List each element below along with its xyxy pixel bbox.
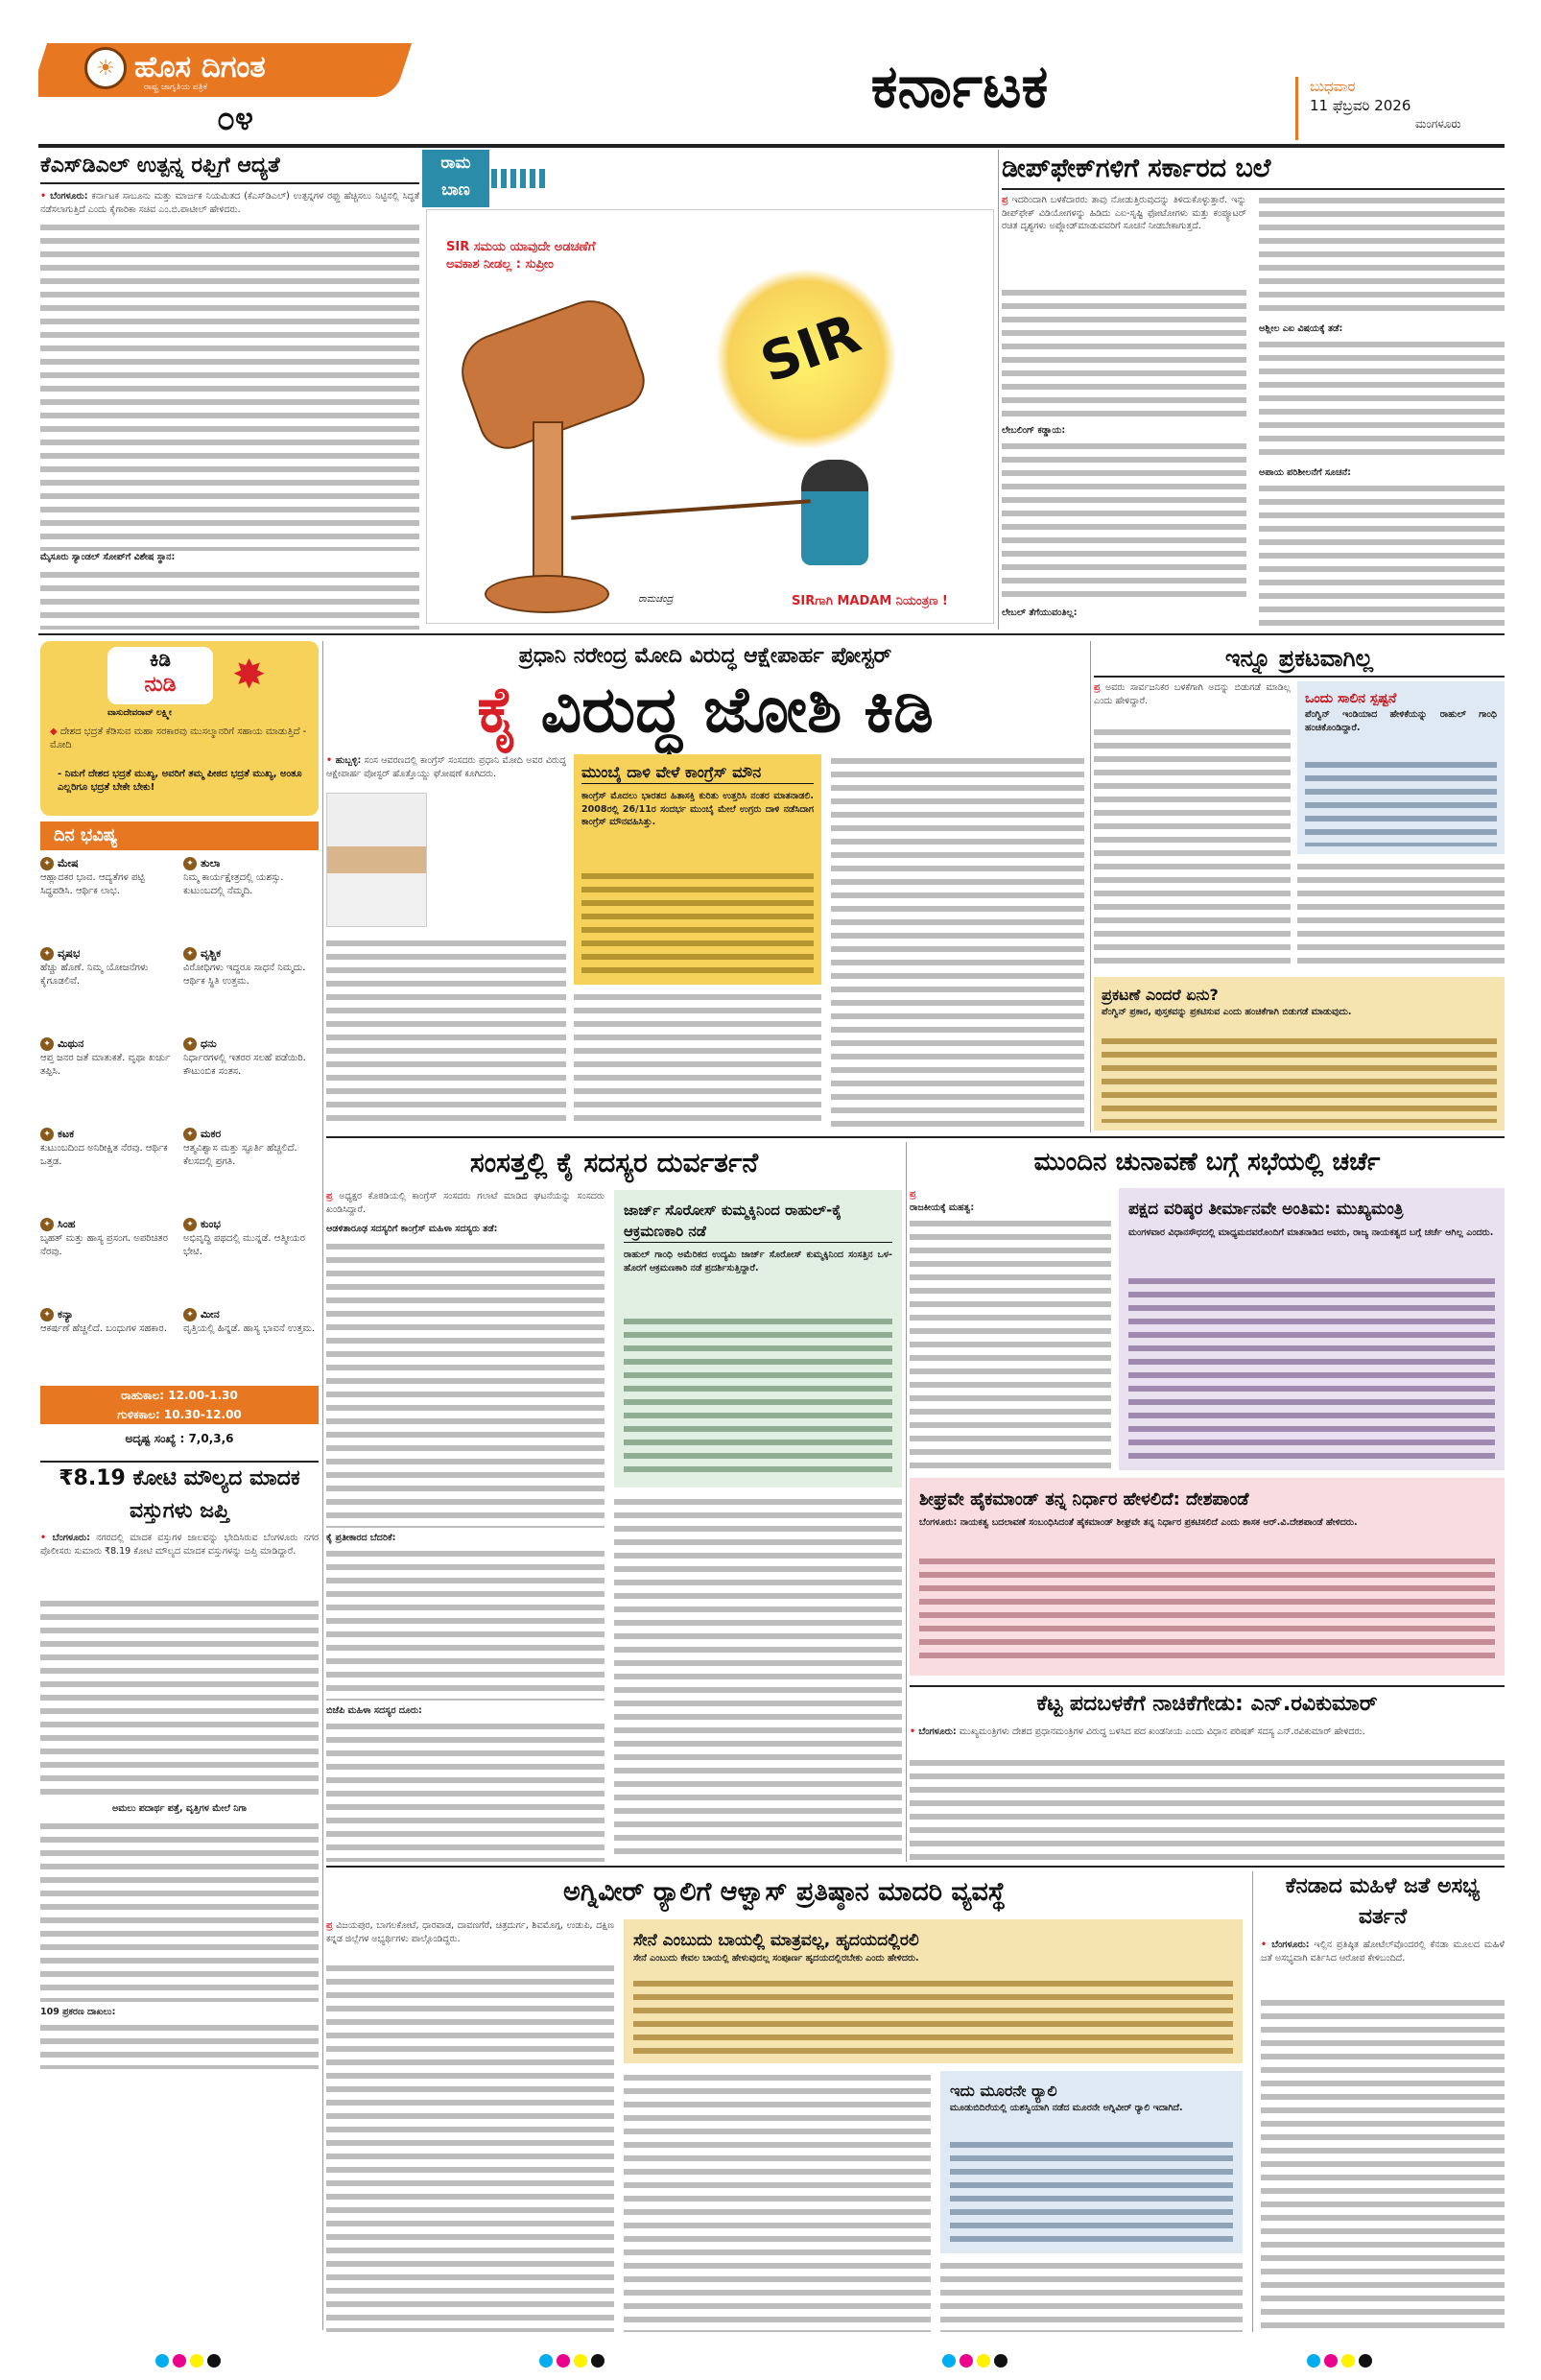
headline: ಕೆಎಸ್‌ಡಿಎಲ್ ಉತ್ಪನ್ನ ರಫ್ತಿಗೆ ಆದ್ಯತೆ <box>40 150 419 184</box>
sign-name: ಧನು <box>201 1037 217 1050</box>
byline: ವಾಸುದೇವರಾವ್ ಲಕ್ಷ್ಮೀ <box>107 708 172 718</box>
sign-text: ನಿಮ್ಮ ಕಾರ್ಯಕ್ಷೇತ್ರದಲ್ಲಿ ಯಶಸ್ಸು. ಕುಟುಂಬದಲ್ಲಿ ನೆಮ್ಮದಿ. <box>183 872 284 896</box>
lead-text: ಅಧ್ಯಕ್ಷರ ಕೊಠಡಿಯಲ್ಲಿ ಕಾಂಗ್ರೆಸ್ ಸಂಸದರು ಗಲಾಟೆ ಮಾಡಿದ ಘಟನೆಯನ್ನು ಸಂಸದರು ಖಂಡಿಸಿದ್ದಾರೆ. <box>326 1191 605 1215</box>
cartoon-caption: SIRಗಾಗಿ MADAM ನಿಯಂತ್ರಣ ! <box>792 594 948 608</box>
signs-grid <box>40 856 319 1397</box>
horoscope-title: ದಿನ ಭವಿಷ್ಯ <box>40 821 319 850</box>
article-drugs <box>40 1461 319 2324</box>
box-title: ಮುಂಬೈ ದಾಳಿ ವೇಳೆ ಕಾಂಗ್ರೆಸ್ ಮೌನ <box>581 762 814 784</box>
sub4: ಅಪಾಯ ಪರಿಶೀಲನೆಗೆ ಸೂಚನೆ: <box>1259 467 1351 478</box>
bullet-icon: ◆ <box>50 726 60 737</box>
sub-label <box>326 1532 605 1545</box>
kidi-label: ಕಿಡಿ <box>150 648 171 671</box>
horoscope-sign <box>40 1307 176 1397</box>
sign-text: ಆಪ್ತ ಜನರ ಜತೆ ಮಾತುಕತೆ. ವೃಥಾ ಖರ್ಚು ತಪ್ಪಿಸಿ. <box>40 1053 171 1077</box>
sub3: ಬಿಜೆಪಿ ಮಹಿಳಾ ಸದಸ್ಯರ ದೂರು: <box>326 1705 422 1716</box>
article-agniveer <box>326 1871 1243 2332</box>
registration-marks <box>154 2353 1401 2372</box>
headline: ಅಗ್ನಿವೀರ್ ರ‍್ಯಾಲಿಗೆ ಆಳ್ವಾಸ್ ಪ್ರತಿಷ್ಠಾನ ಮಾದರಿ ವ್ಯವಸ್ಥೆ <box>563 1877 1006 1907</box>
dateline: ಬೆಂಗಳೂರು: <box>1271 1940 1310 1950</box>
subhead2-text: 109 ಪ್ರಕರಣ ದಾಖಲು: <box>40 2007 116 2017</box>
article-mundina <box>910 1142 1505 1679</box>
article-innu <box>1094 641 1505 1132</box>
headline: ಕೆಟ್ಟ ಪದಬಳಕೆಗೆ ನಾಚಿಕೆಗೇಡು: ಎನ್.ರವಿಕುಮಾರ್ <box>1036 1692 1378 1716</box>
sign-name: ವೃಷಭ <box>58 947 81 960</box>
box-text: ಮೂಡುಬಿದಿರೆಯಲ್ಲಿ ಯಶಸ್ವಿಯಾಗಿ ನಡೆದ ಮೂರನೇ ಅಗ್ನಿವೀರ್ ರ‍್ಯಾಲಿ ಇದಾಗಿದೆ. <box>950 2103 1183 2113</box>
horoscope-sign <box>40 946 176 1036</box>
army-box <box>624 1919 1243 2063</box>
sub-label <box>1002 607 1246 620</box>
headline: ಮುಂದಿನ ಚುನಾವಣೆ ಬಗ್ಗೆ ಸಭೆಯಲ್ಲಿ ಚರ್ಚೆ <box>1033 1148 1381 1177</box>
box-text: ರಾಹುಲ್ ಗಾಂಧಿ ಅಮೆರಿಕದ ಉದ್ಯಮಿ ಜಾರ್ಜ್ ಸೊರೋಸ್ ಕುಮ್ಮಕ್ಕಿನಿಂದ ಸಂಸತ್ತಿನ ಒಳ-ಹೊರಗೆ ಆಕ್ರಮಣಕಾರಿ ನಡೆ ಪ್ರದರ್ಶಿಸುತ್ತಿದ್ದಾರೆ. <box>624 1250 892 1273</box>
sign-name: ಮೇಷ <box>58 857 79 869</box>
headline-black: ವಿರುದ್ಧ ಜೋಶಿ ಕಿಡಿ <box>540 673 934 747</box>
response: - ನಿಮಗೆ ದೇಶದ ಭದ್ರತೆ ಮುಖ್ಯ, ಅವರಿಗೆ ತಮ್ಮ ಪೀಠದ ಭದ್ರತೆ ಮುಖ್ಯ, ಅಂತೂ ಎಲ್ಲರಿಗೂ ಭದ್ರತೆ ಬೇಕೇ ಬೇಕು! <box>58 769 302 793</box>
dateline: ಪ್ರ <box>326 1920 333 1931</box>
box-title: ಇದು ಮೂರನೇ ರ‍್ಯಾಲಿ <box>950 2082 1057 2100</box>
logo-text: ಹೊಸ ದಿಗಂತ <box>134 50 266 84</box>
dateline: ಬೆಂಗಳೂರು: <box>918 1726 957 1737</box>
horoscope-sign <box>40 1036 176 1127</box>
article-katta <box>910 1685 1505 1862</box>
sign-name: ತುಲಾ <box>201 857 221 869</box>
sign-text: ಆಕರ್ಷಣೆ ಹೆಚ್ಚಲಿದೆ. ಬಂಧುಗಳ ಸಹಕಾರ. <box>40 1323 167 1334</box>
subhead <box>40 2006 319 2019</box>
rahukala-label: ರಾಹುಕಾಲ: <box>121 1389 165 1402</box>
box-text: ಪೆಂಗ್ವಿನ್ ಇಂಡಿಯಾದ ಹೇಳಿಕೆಯನ್ನು ರಾಹುಲ್ ಗಾಂಧಿ ಹಂಚಿಕೊಂಡಿದ್ದಾರೆ. <box>1305 709 1497 733</box>
timings-box <box>40 1386 319 1424</box>
column-rule <box>998 150 999 630</box>
zodiac-icon: ✦ <box>183 1037 197 1051</box>
zodiac-icon: ✦ <box>183 1308 197 1321</box>
sign-name: ಮಕರ <box>201 1128 222 1140</box>
nudi-label: ನುಡಿ <box>144 673 177 697</box>
bana-label: ಬಾಣ <box>441 180 470 200</box>
sign-text: ಬೃಹತ್ ಮತ್ತು ಹಾಸ್ಯ ಪ್ರಸಂಗ. ಅಪರಿಚಿತರ ನೆರವು. <box>40 1233 168 1257</box>
dateline: ಬೆಂಗಳೂರು: <box>52 1533 90 1543</box>
headline: ಡೀಪ್‌ಫೇಕ್‌ಗಳಿಗೆ ಸರ್ಕಾರದ ಬಲೆ <box>1002 150 1505 190</box>
sub-label <box>1002 424 1246 438</box>
lucky-label: ಅದೃಷ್ಟ ಸಂಖ್ಯೆ : <box>125 1432 185 1445</box>
cartoon-hammer-text: SIR <box>752 302 868 395</box>
arrow-decoration <box>491 169 549 188</box>
dateline: ಬೆಂಗಳೂರು: <box>50 191 88 202</box>
day: ಬುಧವಾರ <box>1310 78 1356 95</box>
gulika-value: 10.30-12.00 <box>163 1408 242 1421</box>
sign-text: ಆಹ್ಲಾದಕರ ಭಾವ. ಆದ್ಯತೆಗಳ ಪಟ್ಟಿ ಸಿದ್ಧಪಡಿಸಿ. ಆರ್ಥಿಕ ಲಾಭ. <box>40 872 145 896</box>
sign-text: ನಿರ್ಧಾರಗಳಲ್ಲಿ ಇತರರ ಸಲಹೆ ಪಡೆಯಿರಿ. ಕೌಟುಂಬಿಕ ಸಂತಸ. <box>183 1053 306 1077</box>
sign-text: ಹೆಚ್ಚು ಹೊಣೆ. ನಿಮ್ಮ ಯೋಜನೆಗಳು ಕೈಗೂಡಲಿವೆ. <box>40 963 149 987</box>
third-rally-box <box>940 2071 1243 2253</box>
horoscope-sign <box>183 1127 319 1217</box>
sub2: ಕೈ ಪ್ರತೀಕಾರದ ಬೆದರಿಕೆ: <box>326 1533 396 1543</box>
sign-text: ವೃತ್ತಿಯಲ್ಲಿ ಹಿನ್ನಡೆ. ಹಾಸ್ಯ ಭಾವನೆ ಉತ್ತಮ. <box>183 1323 316 1334</box>
kidi-header <box>107 647 213 704</box>
color-dots-mid <box>940 2353 1017 2368</box>
box-title: ಶೀಘ್ರವೇ ಹೈಕಮಾಂಡ್ ತನ್ನ ನಿರ್ಧಾರ ಹೇಳಲಿದೆ: ದೇಶಪಾಂಡೆ <box>919 1489 1249 1510</box>
sign-text: ಕುಟುಂಬದಿಂದ ಅನಿರೀಕ್ಷಿತ ನೆರವು. ಆರ್ಥಿಕ ಒತ್ತಡ. <box>40 1143 168 1167</box>
city: ಮಂಗಳೂರು <box>1415 117 1461 131</box>
kicker: ಪ್ರಧಾನಿ ನರೇಂದ್ರ ಮೋದಿ ವಿರುದ್ಧ ಆಕ್ಷೇಪಾರ್ಹ ಪೋಸ್ಟರ್ <box>518 644 892 668</box>
box-title: ಒಂದು ಸಾಲಿನ ಸ್ಪಷ್ಟನೆ <box>1305 691 1397 706</box>
lead <box>326 1190 605 1216</box>
sub2: ಲೇಬಲ್ ತೆಗೆಯುವಂತಿಲ್ಲ: <box>1002 607 1078 618</box>
zodiac-icon: ✦ <box>40 947 54 961</box>
logo-emblem-icon: ☀ <box>84 47 127 89</box>
deshpande-box <box>910 1478 1505 1676</box>
mumbai-box <box>574 754 821 985</box>
sign-name: ಸಿಂಹ <box>58 1218 76 1230</box>
headline <box>326 672 1084 749</box>
color-dots-left <box>154 2353 230 2368</box>
sign-name: ವೃಶ್ಚಿಕ <box>201 947 222 960</box>
zodiac-icon: ✦ <box>183 947 197 961</box>
lead <box>1094 681 1291 707</box>
box-text: ಕಾಂಗ್ರೆಸ್ ಮೊದಲು ಭಾರತದ ಹಿತಾಸಕ್ತಿ ಕುರಿತು ಉತ್ತರಿಸಿ ನಂತರ ಮಾತನಾಡಲಿ. 2008ರಲ್ಲಿ 26/11ರ ಸಂದರ್ಭ ಮುಂಬೈ ಮೇಲೆ ಉಗ್ರರು ದಾಳಿ ನಡೆಸಿದಾಗ ಕಾಂಗ್ರೆಸ್ ಮೌನವಹಿಸಿತ್ತು. <box>581 791 814 827</box>
horoscope <box>40 821 319 1455</box>
lead: • ಬೆಂಗಳೂರು: ಇಲ್ಲಿನ ಪ್ರತಿಷ್ಠಿತ ಹೋಟೆಲ್‌ವೊಂದರಲ್ಲಿ ಕೆನಡಾ ಮೂಲದ ಮಹಿಳೆ ಜತೆ ಅಸಭ್ಯವಾಗಿ ವರ್ತಿಸಿದ ಆರೋಪ ಕೇಳಿಬಂದಿದೆ. <box>1261 1940 1505 1964</box>
lead: • ಬೆಂಗಳೂರು: ಕರ್ನಾಟಕ ಸಾಬೂನು ಮತ್ತು ಮಾರ್ಜಕ ನಿಯಮಿತದ (ಕೆಎಸ್‌ಡಿಎಲ್) ಉತ್ಪನ್ನಗಳ ರಫ್ತು ಹೆಚ್ಚಿಸಲು ನಿಟ್ಟಿನಲ್ಲಿ ಸಿದ್ಧತೆ ನಡೆಸಲಾಗುತ್ತಿದೆ ಎಂದು ಕೈಗಾರಿಕಾ ಸಚಿವ ಎಂ.ಬಿ.ಪಾಟೀಲ್ ಹೇಳಿದರು. <box>40 191 419 215</box>
box-title: ಪ್ರಕಟಣೆ ಎಂದರೆ ಏನು? <box>1102 986 1219 1004</box>
horoscope-sign <box>183 946 319 1036</box>
sign-text: ವಿರೋಧಿಗಳು ಇದ್ದರೂ ಸಾಧನೆ ನಿಮ್ಮದು. ಆರ್ಥಿಕ ಸ್ಥಿತಿ ಉತ್ತಮ. <box>183 963 306 987</box>
color-dots-center <box>537 2353 614 2368</box>
headline: ಇನ್ನೂ ಪ್ರಕಟವಾಗಿಲ್ಲ <box>1094 641 1505 678</box>
color-dots-right <box>1305 2353 1382 2368</box>
sub1: ಲೇಬಲಿಂಗ್ ಕಡ್ಡಾಯ: <box>1002 425 1066 436</box>
box-text: ಮಂಗಳವಾರ ವಿಧಾನಸೌಧದಲ್ಲಿ ಮಾಧ್ಯಮದವರೊಂದಿಗೆ ಮಾತನಾಡಿದ ಅವರು, ರಾಜ್ಯ ನಾಯಕತ್ವದ ಬಗ್ಗೆ ಚರ್ಚೆ ಆಗಿಲ್ಲ ಎಂದರು. <box>1128 1227 1494 1238</box>
lead: • ಹುಬ್ಬಳ್ಳಿ: ಸಂಸ ಆವರಣದಲ್ಲಿ ಕಾಂಗ್ರೆಸ್ ಸಂಸದರು ಪ್ರಧಾನಿ ಮೋದಿ ಅವರ ವಿರುದ್ಧ ಆಕ್ಷೇಪಾರ್ಹ ಪೋಸ್ಟರ್ ಹೊತ್ತೊಯ್ದು ಘೋಷಣೆ ಕೂಗಿದರು. <box>326 755 566 779</box>
cartoon-banner: SIR ಸಮಯ ಯಾವುದೇ ಅಡಚಣೆಗೆ ಅವಕಾಶ ನೀಡಲ್ಲ : ಸುಪ್ರೀಂ <box>446 240 596 272</box>
rama-label: ರಾಮ <box>440 154 471 173</box>
box-text: ಬೆಂಗಳೂರು: ನಾಯಕತ್ವ ಬದಲಾವಣೆ ಸಂಬಂಧಿಸಿದಂತೆ ಹೈಕಮಾಂಡ್ ಶೀಘ್ರವೇ ತನ್ನ ನಿರ್ಧಾರ ಪ್ರಕಟಿಸಲಿದೆ ಎಂದು ಶಾಸಕ ಆರ್.ವಿ.ದೇಶಪಾಂಡೆ ಹೇಳಿದರು. <box>919 1517 1358 1528</box>
article-joshi <box>326 641 1084 1132</box>
horoscope-sign <box>40 1217 176 1307</box>
kidi-nudi-box <box>40 641 319 816</box>
zodiac-icon: ✦ <box>40 857 54 870</box>
article-sansattu <box>326 1142 902 1862</box>
masthead <box>38 38 1505 144</box>
zodiac-icon: ✦ <box>40 1308 54 1321</box>
box-text: ಪೆಂಗ್ವಿನ್ ಪ್ರಕಾರ, ಪುಸ್ತಕವನ್ನು ಪ್ರಕಟಿಸುವ ಎಂದು ಹಂಚಿಕೆಗಾಗಿ ಬಿಡುಗಡೆ ಮಾಡುವುದು. <box>1102 1007 1352 1017</box>
box-title: ಜಾರ್ಜ್ ಸೊರೋಸ್ ಕುಮ್ಮಕ್ಕಿನಿಂದ ರಾಹುಲ್-ಕೈ ಆಕ್ರಮಣಕಾರಿ ನಡೆ <box>624 1200 892 1243</box>
subhead <box>40 1802 319 1816</box>
box-title: ಸೇನೆ ಎಂಬುದು ಬಾಯಲ್ಲಿ ಮಾತ್ರವಲ್ಲ, ಹೃದಯದಲ್ಲಿರಲಿ <box>633 1931 919 1950</box>
headline: ₹8.19 ಕೋಟಿ ಮೌಲ್ಯದ ಮಾದಕ ವಸ್ತುಗಳು ಜಪ್ತಿ <box>59 1466 300 1523</box>
lead-text: ಸಂಸ ಆವರಣದಲ್ಲಿ ಕಾಂಗ್ರೆಸ್ ಸಂಸದರು ಪ್ರಧಾನಿ ಮೋದಿ ಅವರ ವಿರುದ್ಧ ಆಕ್ಷೇಪಾರ್ಹ ಪೋಸ್ಟರ್ ಹೊತ್ತೊಯ್ದು ಘೋಷಣೆ ಕೂಗಿದರು. <box>326 755 566 779</box>
lead: • ಬೆಂಗಳೂರು: ಮುಖ್ಯಮಂತ್ರಿಗಳು ದೇಶದ ಪ್ರಧಾನಮಂತ್ರಿಗಳ ವಿರುದ್ಧ ಬಳಸಿದ ಪದ ಖಂಡನೀಯ ಎಂದು ವಿಧಾನ ಪರಿಷತ್ ಸದಸ್ಯ ಎನ್.ರವಿಕುಮಾರ್ ಹೇಳಿದರು. <box>910 1726 1365 1737</box>
zodiac-icon: ✦ <box>40 1218 54 1231</box>
zodiac-icon: ✦ <box>183 1128 197 1141</box>
sub-label <box>1259 322 1505 336</box>
rahukala-value: 12.00-1.30 <box>168 1389 238 1402</box>
artist-signature: ರಾಮಚಂದ್ರ <box>638 594 674 605</box>
horoscope-sign <box>183 1036 319 1127</box>
lead-text: ಅವರು ಸಾರ್ವಜನಿಕರ ಬಳಕೆಗಾಗಿ ಅದನ್ನು ಬಿಡುಗಡೆ ಮಾಡಿಲ್ಲ ಎಂದು ಹೇಳಿದ್ದಾರೆ. <box>1094 682 1291 706</box>
sub3: ಅಶ್ಲೀಲ ಎಐ ವಿಷಯಕ್ಕೆ ತಡೆ: <box>1259 323 1343 334</box>
quote <box>50 726 309 768</box>
portrait-photo <box>326 793 427 927</box>
lead-text: ನಗರದಲ್ಲಿ ಮಾದಕ ವಸ್ತುಗಳ ಜಾಲವನ್ನು ಭೇದಿಸಿರುವ ಬೆಂಗಳೂರು ನಗರ ಪೊಲೀಸರು ಸುಮಾರು ₹8.19 ಕೋಟಿ ಮೌಲ್ಯದ ಮಾದಕ ವಸ್ತುಗಳನ್ನು ಜಪ್ತಿ ಮಾಡಿದ್ದಾರೆ. <box>40 1533 319 1557</box>
subhead-text: ಅಮಲು ಪದಾರ್ಥ ಪತ್ತೆ, ವೃತ್ತಿಗಳ ಮೇಲೆ ನಿಗಾ <box>112 1803 247 1814</box>
cm-box <box>1119 1188 1505 1470</box>
spark-icon: ✸ <box>232 651 267 698</box>
dateline: ಪ್ರ <box>326 1191 333 1202</box>
sign-name: ಕಟಕ <box>58 1128 75 1140</box>
lead <box>326 1919 614 1945</box>
lucky-value: 7,0,3,6 <box>188 1432 234 1445</box>
dateline-text: ಪ್ರ <box>910 1189 916 1200</box>
column-rule <box>322 641 323 2330</box>
section-divider <box>326 1866 1505 1868</box>
lead-text: ವಿಜಯಪುರ, ಬಾಗಲಕೋಟೆ, ಧಾರವಾಡ, ದಾವಣಗೆರೆ, ಚಿತ್ರದುರ್ಗ, ಶಿವಮೊಗ್ಗ, ಉಡುಪಿ, ದಕ್ಷಿಣ ಕನ್ನಡ ಜಿಲ್ಲೆಗಳ ಅಭ್ಯರ್ಥಿಗಳು ಪಾಲ್ಗೊಂಡಿದ್ದರು. <box>326 1920 614 1944</box>
clarification-box <box>1297 681 1505 854</box>
sub-text: ರಾಜಕೀಯಕ್ಕೆ ಮಹತ್ವ: <box>910 1202 975 1213</box>
rope-icon <box>571 499 811 519</box>
cartoon-frame <box>426 209 994 624</box>
box-title: ಪಕ್ಷದ ವರಿಷ್ಠರ ತೀರ್ಮಾನವೇ ಅಂತಿಮ: ಮುಖ್ಯಮಂತ್ರಿ <box>1128 1200 1404 1219</box>
article-deepfake <box>1002 150 1505 630</box>
dateline: ಪ್ರ <box>1002 195 1008 205</box>
sub-label <box>326 1223 605 1236</box>
sub-label <box>1259 466 1505 480</box>
quote-text: ದೇಶದ ಭದ್ರತೆ ಕೆಡಿಸುವ ಮಹಾ ಸರಕಾರವು ಮುಸಲ್ಮಾನರಿಗೆ ಸಹಾಯ ಮಾಡುತ್ತಿದೆ - ಮೋದಿ <box>50 726 307 750</box>
dateline <box>910 1188 1111 1202</box>
sign-name: ಕನ್ಯಾ <box>58 1308 74 1321</box>
sign-text: ಆತ್ಮವಿಶ್ವಾಸ ಮತ್ತು ಸ್ಫೂರ್ತಿ ಹೆಚ್ಚಲಿದೆ. ಕೆಲಸದಲ್ಲಿ ಪ್ರಗತಿ. <box>183 1143 297 1167</box>
zodiac-icon: ✦ <box>40 1037 54 1051</box>
gavel-base-icon <box>485 575 609 613</box>
zodiac-icon: ✦ <box>40 1128 54 1141</box>
headline-red: ಕೈ <box>477 673 519 747</box>
lead-text: ಮುಖ್ಯಮಂತ್ರಿಗಳು ದೇಶದ ಪ್ರಧಾನಮಂತ್ರಿಗಳ ವಿರುದ್ಧ ಬಳಸಿದ ಪದ ಖಂಡನೀಯ ಎಂದು ವಿಧಾನ ಪರಿಷತ್ ಸದಸ್ಯ ಎನ್.ರವಿಕುಮಾರ್ ಹೇಳಿದರು. <box>959 1726 1365 1737</box>
sub-label <box>326 1704 605 1718</box>
subhead-text: ಮೈಸೂರು ಸ್ಯಾಂಡಲ್ ಸೋಪ್‌ಗೆ ವಿಶೇಷ ಸ್ಥಾನ: <box>40 552 176 562</box>
page-number: ೦೪ <box>217 100 254 138</box>
dateline: ಹುಬ್ಬಳ್ಳಿ: <box>335 755 362 766</box>
sub1: ಆಡಳಿತಾರೂಢ ಸದಸ್ಯರಿಗೆ ಕಾಂಗ್ರೆಸ್ ಮಹಿಳಾ ಸದಸ್ಯರು ತಡೆ: <box>326 1224 498 1234</box>
article-kenada <box>1252 1871 1505 2332</box>
lead-text: ಇದರಿಂದಾಗಿ ಬಳಕೆದಾರರು ತಾವು ನೋಡುತ್ತಿರುವುದನ್ನು ತಿಳಿದುಕೊಳ್ಳುತ್ತಾರೆ. ಇನ್ನು ಡೀಪ್‌ಫೇಕ್ ವಿಡಿಯೋಗಳನ್ನು ಹಿಡಿದು ಎಐ-ಸೃಷ್ಟಿ ಫೋಟೋಗಳು ಮತ್ತು ಕಂಪ್ಯೂಟರ್ ರಚಿತ ದೃಶ್ಯಗಳು ಅಪ್ಲೋಡ್‌ಮಾಡುವವರಿಗೆ ಸೂಚನೆ ನೀಡಬೇಕಾಗುತ್ತದೆ. <box>1002 195 1246 231</box>
cartoon-box <box>422 150 998 630</box>
horoscope-sign <box>183 1307 319 1397</box>
sign-name: ಕುಂಭ <box>201 1218 221 1230</box>
headline: ಸಂಸತ್ತಲ್ಲಿ ಕೈ ಸದಸ್ಯರ ದುರ್ವರ್ತನೆ <box>469 1147 759 1178</box>
gulika-label: ಗುಳಿಕಕಾಲ: <box>117 1408 160 1421</box>
article-ksdl <box>40 150 419 630</box>
lucky-number <box>40 1428 319 1449</box>
subhead <box>40 551 419 566</box>
horoscope-sign <box>40 856 176 946</box>
column-rule <box>1090 641 1091 1132</box>
date: 11 ಫೆಬ್ರವರಿ 2026 <box>1310 97 1411 114</box>
sign-name: ಮಿಥುನ <box>58 1037 84 1050</box>
section-divider <box>38 633 1505 635</box>
section-title: ಕರ್ನಾಟಕ <box>870 51 1049 121</box>
publication-box <box>1094 977 1505 1130</box>
sign-text: ಅಭಿವೃದ್ಧಿ ಪಥದಲ್ಲಿ ಮುನ್ನಡೆ. ಆತ್ಮೀಯರ ಭೇಟಿ. <box>183 1233 305 1257</box>
sign-name: ಮೀನ <box>201 1308 220 1321</box>
rama-bana-tag <box>422 150 489 207</box>
lead <box>1002 194 1246 233</box>
sub-label <box>910 1202 1111 1215</box>
horoscope-sign <box>183 1217 319 1307</box>
horoscope-sign <box>183 856 319 946</box>
lead-text: ಕರ್ನಾಟಕ ಸಾಬೂನು ಮತ್ತು ಮಾರ್ಜಕ ನಿಯಮಿತದ (ಕೆಎಸ್‌ಡಿಎಲ್) ಉತ್ಪನ್ನಗಳ ರಫ್ತು ಹೆಚ್ಚಿಸಲು ನಿಟ್ಟಿನಲ್ಲಿ ಸಿದ್ಧತೆ ನಡೆಸಲಾಗುತ್ತಿದೆ ಎಂದು ಕೈಗಾರಿಕಾ ಸಚಿವ ಎಂ.ಬಿ.ಪಾಟೀಲ್ ಹೇಳಿದರು. <box>40 191 419 215</box>
zodiac-icon: ✦ <box>183 857 197 870</box>
figure-icon <box>801 460 868 565</box>
box-text: ಸೇನೆ ಎಂಬುದು ಕೇವಲ ಬಾಯಲ್ಲಿ ಹೇಳುವುದಲ್ಲ ಸಂಪೂರ್ಣ ಹೃದಯದಲ್ಲಿರಬೇಕು ಎಂದು ಹೇಳಿದರು. <box>633 1953 919 1964</box>
zodiac-icon: ✦ <box>183 1218 197 1231</box>
dateline: ಪ್ರ <box>1094 682 1101 693</box>
headline: ಕೆನಡಾದ ಮಹಿಳೆ ಜತೆ ಅಸಭ್ಯ ವರ್ತನೆ <box>1285 1874 1481 1929</box>
gavel-handle-icon <box>533 421 563 584</box>
column-rule <box>906 1142 907 1862</box>
soros-box <box>614 1190 902 1488</box>
masthead-divider <box>38 144 1505 148</box>
lead-text: ಇಲ್ಲಿನ ಪ್ರತಿಷ್ಠಿತ ಹೋಟೆಲ್‌ವೊಂದರಲ್ಲಿ ಕೆನಡಾ ಮೂಲದ ಮಹಿಳೆ ಜತೆ ಅಸಭ್ಯವಾಗಿ ವರ್ತಿಸಿದ ಆರೋಪ ಕೇಳಿಬಂದಿದೆ. <box>1261 1940 1505 1964</box>
date-box <box>1295 77 1505 140</box>
lead: • ಬೆಂಗಳೂರು: ನಗರದಲ್ಲಿ ಮಾದಕ ವಸ್ತುಗಳ ಜಾಲವನ್ನು ಭೇದಿಸಿರುವ ಬೆಂಗಳೂರು ನಗರ ಪೊಲೀಸರು ಸುಮಾರು ₹8.19 ಕೋಟಿ ಮೌಲ್ಯದ ಮಾದಕ ವಸ್ತುಗಳನ್ನು ಜಪ್ತಿ ಮಾಡಿದ್ದಾರೆ. <box>40 1533 319 1557</box>
logo-tagline: ರಾಷ್ಟ್ರ ಜಾಗೃತಿಯ ಪತ್ರಿಕೆ <box>144 83 208 92</box>
section-divider <box>326 1136 1505 1138</box>
horoscope-sign <box>40 1127 176 1217</box>
